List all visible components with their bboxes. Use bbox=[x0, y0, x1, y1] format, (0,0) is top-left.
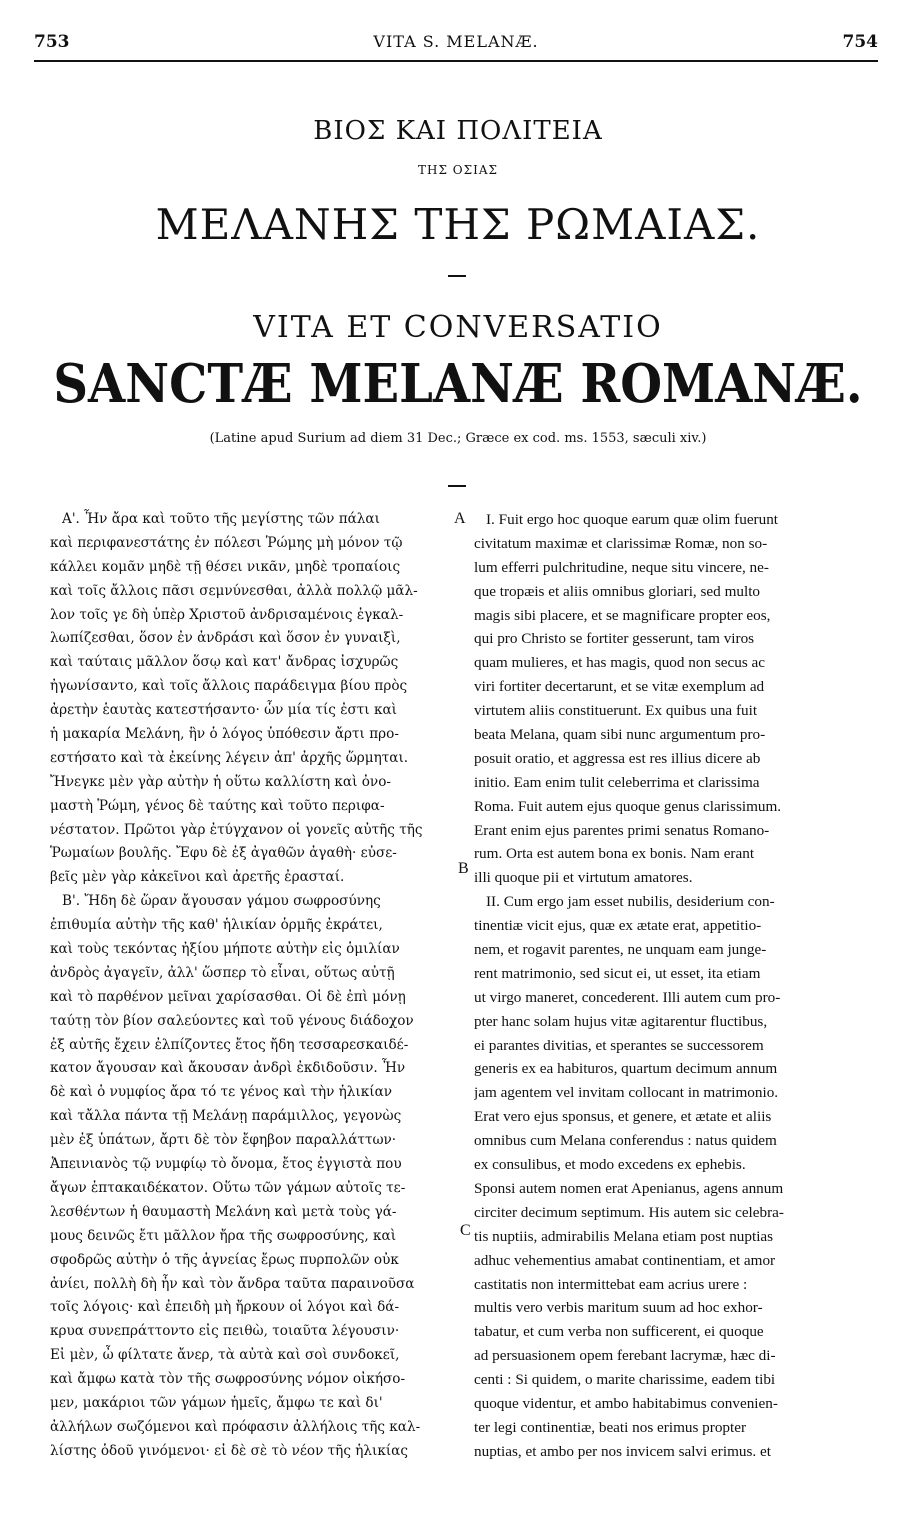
running-header bbox=[34, 32, 878, 56]
latin-text-line: nem, et rogavit parentes, ne unquam eam junge- bbox=[474, 941, 767, 959]
source-note: (Latine apud Surium ad diem 31 Dec.; Græce ex cod. ms. 1553, sæculi xiv.) bbox=[209, 431, 707, 446]
latin-text-line: rent matrimonio, sed sicut ei, ut esset, ita etiam bbox=[474, 964, 761, 982]
greek-title-line3: ΜΕΛΑΝΗΣ ΤΗΣ ΡΩΜΑΙΑΣ. bbox=[155, 200, 761, 249]
latin-text-line: tis nuptiis, admirabilis Melana etiam post nuptias bbox=[474, 1227, 774, 1245]
latin-text-line: I. Fuit ergo hoc quoque earum quæ olim fuerunt bbox=[486, 511, 779, 528]
latin-text-line: tabatur, et cum verba non sufficerent, ei quoque bbox=[474, 1323, 764, 1341]
latin-text-line: generis ex ea habituros, quartum decimum annum bbox=[474, 1060, 778, 1078]
greek-text-line: Ῥωμαίων βουλῆς. Ἔφυ δὲ ἐξ ἀγαθῶν ἀγαθὴ· εὐσε- bbox=[50, 845, 397, 862]
greek-text-line: ἐπιθυμία αὐτὴν τῆς καθ' ἡλικίαν ὁρμῆς ἐκράτει, bbox=[50, 917, 383, 934]
greek-text-line: καὶ ἄμφω κατὰ τὸν τῆς σωφροσύνης νόμον οἰκήσο- bbox=[50, 1371, 406, 1388]
latin-text-line: virtutem aliis constituerunt. Ex quibus una fuit bbox=[474, 702, 758, 720]
latin-text-line: illi quoque pii et virtutum amatores. bbox=[474, 869, 693, 887]
latin-text-line: magis sibi placere, et se magnificare propter eos, bbox=[474, 606, 771, 624]
running-title: VITA S. MELANÆ. bbox=[373, 32, 539, 51]
latin-text-line: Erat vero ejus sponsus, et genere, et ætate et aliis bbox=[474, 1108, 772, 1126]
latin-text-line: Roma. Fuit autem ejus quoque genus clarissimum. bbox=[474, 797, 782, 815]
greek-text-line: καὶ τοῖς ἄλλοις πᾶσι σεμνύνεσθαι, ἀλλὰ πολλῷ μᾶλ- bbox=[50, 582, 418, 599]
latin-text-line: initio. Eam enim tulit celeberrima et clarissima bbox=[474, 773, 760, 791]
greek-text-line: λωπίζεσθαι, ὅσον ἐν ἀνδράσι καὶ ὅσον ἐν γυναιξὶ, bbox=[50, 630, 401, 647]
greek-text-line: λον τοῖς γε δὴ ὑπὲρ Χριστοῦ ἀνδρισαμένοις ἐγκαλ- bbox=[50, 606, 404, 623]
latin-text-line: circiter decimum septimum. His autem sic celebra- bbox=[474, 1203, 784, 1221]
greek-text-line: ἡ μακαρία Μελάνη, ἣν ὁ λόγος ὑπόθεσιν ἄρτι προ- bbox=[50, 726, 399, 743]
margin-marker-a: A bbox=[454, 510, 466, 527]
latin-text-line: ad persuasionem opem ferebant lacrymæ, hæc di- bbox=[474, 1347, 776, 1365]
latin-title-line1: VITA ET CONVERSATIO bbox=[253, 310, 663, 345]
greek-text-column bbox=[50, 508, 462, 1464]
greek-text-line: μεν, μακάριοι τῶν γάμων ἡμεῖς, ἄμφω τε καὶ δι' bbox=[50, 1394, 383, 1411]
greek-text-line: καὶ τοὺς τεκόντας ἠξίου μήποτε αὐτὴν εἰς ὁμιλίαν bbox=[50, 941, 400, 958]
latin-text-line: Erant enim ejus parentes primi senatus Romano- bbox=[474, 821, 770, 839]
latin-text-line: jam agentem vel invitam collocant in matrimonio. bbox=[474, 1084, 779, 1102]
greek-text-line: ἠγωνίσαντο, καὶ τοῖς ἄλλοις παράδειγμα βίου πρὸς bbox=[50, 678, 408, 695]
greek-text-line: ἐξ αὐτῆς ἔχειν ἐλπίζοντες ἔτος ἤδη τεσσαρεσκαιδέ- bbox=[50, 1036, 409, 1053]
greek-text-line: μὲν ἐξ ὑπάτων, ἄρτι δὲ τὸν ἔφηβον παραλλάττων· bbox=[50, 1132, 397, 1149]
greek-text-line: καὶ τἄλλα πάντα τῇ Μελάνῃ παράμιλλος, γεγονὼς bbox=[50, 1108, 402, 1125]
page-number-right: 754 bbox=[842, 32, 878, 52]
latin-text-column bbox=[474, 508, 882, 1464]
latin-title-line2: SANCTÆ MELANÆ ROMANÆ. bbox=[53, 352, 863, 416]
greek-text-line: μους δεινῶς ἔτι μᾶλλον ἤρα τῆς σωφροσύνης, καὶ bbox=[50, 1227, 397, 1244]
latin-text-line: centi : Si quidem, o marite charissime, eadem tibi bbox=[474, 1371, 776, 1389]
greek-text-line: ἀνδρὸς ἀγαγεῖν, ἀλλ' ὥσπερ τὸ εἶναι, οὕτως αὐτῇ bbox=[50, 964, 395, 981]
greek-text-line: ταύτῃ τὸν βίον σαλεύοντες καὶ τοῦ γένους διάδοχον bbox=[50, 1012, 414, 1029]
greek-text-line: βεῖς μὲν γὰρ κἀκεῖνοι καὶ ἀρετῆς ἐρασταί. bbox=[50, 869, 345, 886]
greek-title-line1: ΒΙΟΣ ΚΑΙ ΠΟΛΙΤΕΙΑ bbox=[313, 116, 603, 146]
latin-text-line: ter legi continentiæ, beati nos erimus propter bbox=[474, 1418, 747, 1436]
greek-text-line: λίστης ὁδοῦ γινόμενοι· εἰ δὲ σὲ τὸ νέον τῆς ἡλικίας bbox=[50, 1442, 408, 1459]
latin-text-line: posuit oratio, et aggressa est res illius dicere ab bbox=[474, 749, 761, 767]
latin-text-line: que tropæis et aliis omnibus gloriari, sed multo bbox=[474, 582, 761, 600]
header-rule bbox=[34, 60, 878, 62]
latin-text-line: ex consulibus, et modo excedens ex ephebis. bbox=[474, 1156, 746, 1174]
margin-marker-c: C bbox=[460, 1222, 471, 1239]
latin-text-line: nuptias, et ambo per nos invicem salvi erimus. et bbox=[474, 1442, 771, 1460]
greek-text-line: νέστατον. Πρῶτοι γὰρ ἐτύγχανον οἱ γονεῖς αὐτῆς τῆς bbox=[50, 821, 423, 838]
greek-text-line: κρυα συνεπράττοντο εἰς πειθὼ, τοιαῦτα λέγουσιν· bbox=[50, 1323, 400, 1340]
title-divider bbox=[448, 275, 466, 277]
latin-text-line: quoque videntur, et ambo habitabimus convenien- bbox=[474, 1394, 778, 1412]
latin-text-line: beata Melana, quam sibi nunc argumentum pro- bbox=[474, 726, 766, 744]
greek-text-line: Ἤνεγκε μὲν γὰρ αὐτὴν ἡ οὕτω καλλίστη καὶ ὀνο- bbox=[50, 773, 391, 790]
section-divider bbox=[448, 485, 466, 487]
greek-text-line: εστήσατο καὶ τὰ ἐκείνης λέγειν ἀπ' ἀρχῆς ὥρμηται. bbox=[50, 749, 409, 766]
latin-text-line: civitatum maximæ et clarissimæ Romæ, non so- bbox=[474, 534, 768, 552]
latin-text-line: omnibus cum Melana conferendus : natus quidem bbox=[474, 1132, 777, 1150]
latin-text-line: castitatis non intermittebat eam acrius urere : bbox=[474, 1275, 748, 1293]
greek-text-line: τοῖς λόγοις· καὶ ἐπειδὴ μὴ ἤρκουν οἱ λόγοι καὶ δά- bbox=[50, 1299, 400, 1316]
greek-text-line: κατον ἄγουσαν καὶ ἄκουσαν ἀνδρὶ ἐκδιδοῦσιν. Ἦν bbox=[50, 1060, 406, 1077]
greek-text-line: καὶ τὸ παρθένον μεῖναι χαρίσασθαι. Οἱ δὲ ἐπὶ μόνῃ bbox=[50, 988, 406, 1005]
greek-text-line: Ἀπεινιανὸς τῷ νυμφίῳ τὸ ὄνομα, ἔτος ἐγγιστὰ που bbox=[50, 1156, 402, 1173]
latin-text-line: rum. Orta est autem bona ex bonis. Nam erant bbox=[474, 845, 755, 863]
latin-text-line: adhuc vehementius amabat continentiam, et amor bbox=[474, 1251, 776, 1269]
greek-text-line: κάλλει κομᾶν μηδὲ τῇ θέσει νικᾶν, μηδὲ τροπαίοις bbox=[50, 558, 401, 575]
greek-text-line: ἀλλήλων σωζόμενοι καὶ πρόφασιν ἀλλήλοις τῆς καλ- bbox=[50, 1418, 421, 1435]
page-number-left: 753 bbox=[34, 32, 70, 52]
latin-text-line: pter hanc solam hujus vitæ agitarentur fluctibus, bbox=[474, 1012, 768, 1030]
latin-text-line: multis vero verbis maritum suum ad hoc exhor- bbox=[474, 1299, 763, 1317]
greek-text-line: ἀνίει, πολλὴ δὴ ἦν καὶ τὸν ἄνδρα ταῦτα παραινοῦσα bbox=[50, 1275, 415, 1292]
greek-text-line: Β'. Ἤδη δὲ ὥραν ἄγουσαν γάμου σωφροσύνης bbox=[62, 893, 381, 910]
greek-text-line: καὶ ταύταις μᾶλλον ὅσῳ καὶ κατ' ἄνδρας ἰσχυρῶς bbox=[50, 654, 399, 671]
latin-text-line: II. Cum ergo jam esset nubilis, desiderium con- bbox=[486, 893, 775, 911]
greek-title-line2: ΤΗΣ ΟΣΙΑΣ bbox=[418, 163, 498, 177]
greek-text-line: δὲ καὶ ὁ νυμφίος ἄρα τό τε γένος καὶ τὴν ἡλικίαν bbox=[50, 1084, 393, 1101]
latin-text-line: Sponsi autem nomen erat Apenianus, agens annum bbox=[474, 1179, 784, 1197]
greek-text-line: ἀρετὴν ἑαυτὰς κατεστήσαντο· ὧν μία τίς ἐστι καὶ bbox=[50, 702, 397, 719]
margin-marker-b: B bbox=[458, 860, 469, 877]
latin-text-line: lum efferri pulchritudine, neque situ vincere, ne- bbox=[474, 558, 769, 576]
greek-text-line: σφοδρῶς αὐτὴν ὁ τῆς ἁγνείας ἔρως πυρπολῶν οὐκ bbox=[50, 1251, 399, 1268]
greek-text-line: καὶ περιφανεστάτης ἐν πόλεσι Ῥώμης μὴ μόνον τῷ bbox=[50, 534, 403, 551]
latin-text-line: tinentiæ vicit ejus, quæ ex ætate erat, appetitio- bbox=[474, 917, 762, 935]
latin-text-line: viri fortiter decertarunt, et se vitæ exemplum ad bbox=[474, 678, 765, 696]
greek-text-line: Α'. Ἦν ἄρα καὶ τοῦτο τῆς μεγίστης τῶν πάλαι bbox=[62, 511, 380, 527]
greek-text-line: λεσθέντων ἡ θαυμαστὴ Μελάνη καὶ μετὰ τοὺς γά- bbox=[50, 1203, 397, 1220]
latin-text-line: ei parantes divitias, et sperantes se successorem bbox=[474, 1036, 764, 1054]
greek-text-line: ἄγων ἑπτακαιδέκατον. Οὕτω τῶν γάμων αὐτοῖς τε- bbox=[50, 1179, 406, 1196]
greek-text-line: Εἰ μὲν, ὦ φίλτατε ἄνερ, τὰ αὐτὰ καὶ σοὶ συνδοκεῖ, bbox=[50, 1347, 400, 1364]
latin-text-line: quam mulieres, et has magis, quod non secus ac bbox=[474, 654, 766, 672]
greek-text-line: μαστὴ Ῥώμη, γένος δὲ ταύτης καὶ τοῦτο περιφα- bbox=[50, 797, 385, 814]
latin-text-line: ut virgo maneret, concederent. Illi autem cum pro- bbox=[474, 988, 781, 1006]
latin-text-line: qui pro Christo se fortiter gesserunt, tam viros bbox=[474, 630, 755, 648]
